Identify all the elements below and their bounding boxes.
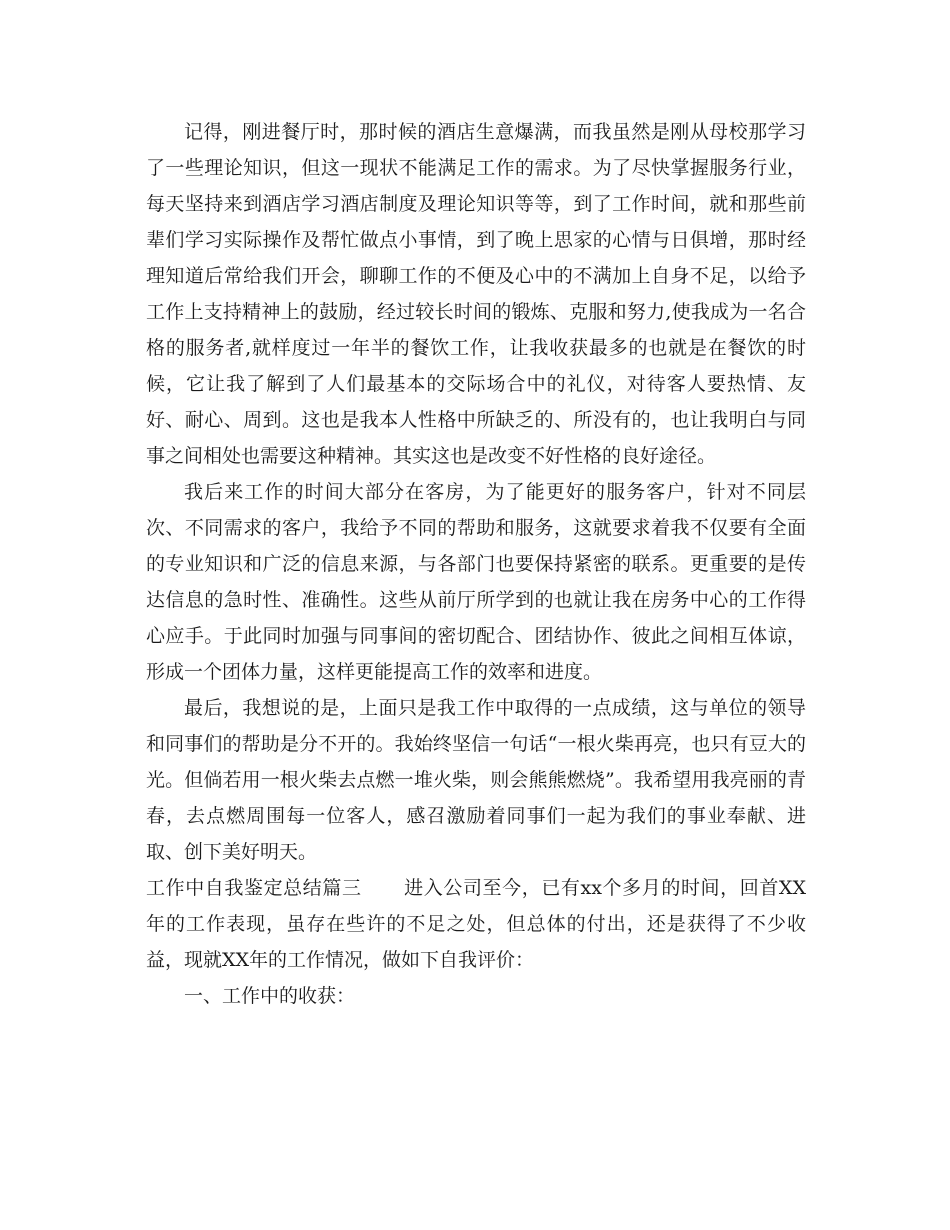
paragraph-conclusion: 最后，我想说的是，上面只是我工作中取得的一点成绩，这与单位的领导和同事们的帮助是分不开的。我始终坚信一句话“一根火柴再亮，也只有豆大的光。但倘若用一根火柴去点燃一堆火柴，则会熊熊燃烧”。我希望用我亮丽的青春，去点燃周围每一位客人，感召激励着同事们一起为我们的事业奉献、进取、创下美好明天。 xyxy=(146,697,806,863)
section-three xyxy=(146,870,806,978)
document-body xyxy=(146,114,806,1014)
paragraph-housekeeping-work: 我后来工作的时间大部分在客房，为了能更好的服务客户，针对不同层次、不同需求的客户，我给予不同的帮助和服务，这就要求着我不仅要有全面的专业知识和广泛的信息来源，与各部门也要保持紧密的联系。更重要的是传达信息的急时性、准确性。这些从前厅所学到的也就让我在房务中心的工作得心应手。于此同时加强与同事间的密切配合、团结协作、彼此之间相互体谅，形成一个团体力量，这样更能提高工作的效率和进度。 xyxy=(146,481,806,683)
paragraph-restaurant-experience: 记得，刚进餐厅时，那时候的酒店生意爆满，而我虽然是刚从母校那学习了一些理论知识，但这一现状不能满足工作的需求。为了尽快掌握服务行业，每天坚持来到酒店学习酒店制度及理论知识等等，到了工作时间，就和那些前辈们学习实际操作及帮忙做点小事情，到了晚上思家的心情与日俱增，那时经理知道后常给我们开会，聊聊工作的不便及心中的不满加上自身不足，以给予工作上支持精神上的鼓励，经过较长时间的锻炼、克服和努力,使我成为一名合格的服务者,就样度过一年半的餐饮工作，让我收获最多的也就是在餐饮的时候，它让我了解到了人们最基本的交际场合中的礼仪，对待客人要热情、友好、耐心、周到。这也是我本人性格中所缺乏的、所没有的，也让我明白与同事之间相处也需要这种精神。其实这也是改变不好性格的良好途径。 xyxy=(146,121,806,467)
section-intro: 进入公司至今，已有xx个多月的时间，回首XX年的工作表现，虽存在些许的不足之处，但总体的付出，还是获得了不少收益，现就XX年的工作情况，做如下自我评价： xyxy=(146,877,806,971)
section-title: 工作中自我鉴定总结篇三 xyxy=(146,877,362,899)
subheading-gains: 一、工作中的收获： xyxy=(184,985,356,1007)
